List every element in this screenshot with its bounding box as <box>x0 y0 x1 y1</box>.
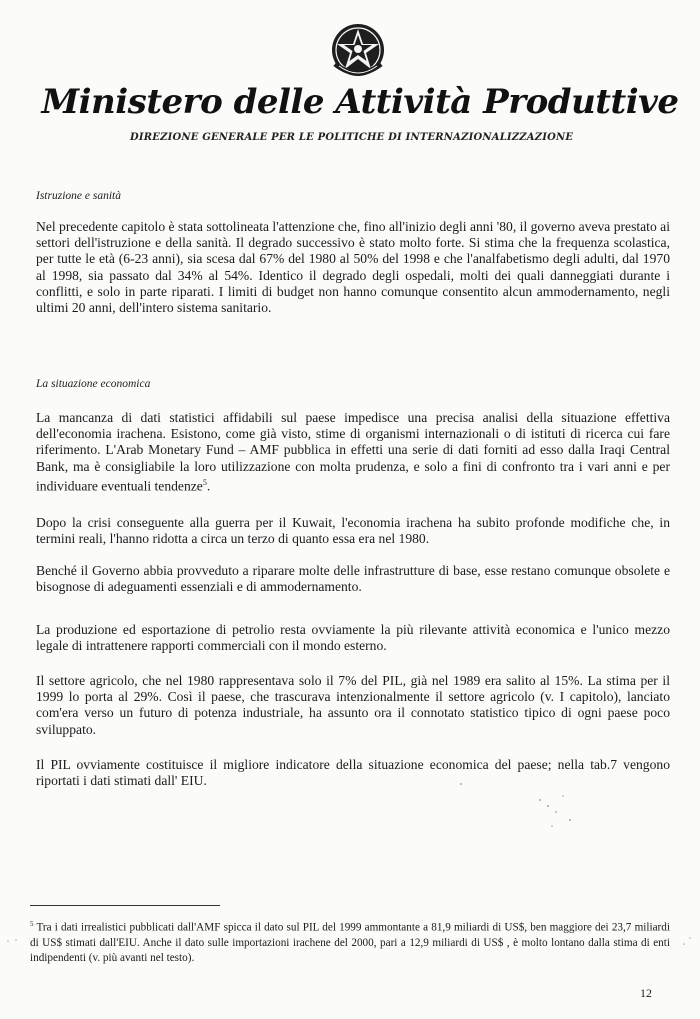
paragraph: La produzione ed esportazione di petrolio resta ovviamente la più rilevante attività economica e l'unico mezzo legale di intrattenere rapporti commerciali con il mondo esterno. <box>36 622 670 654</box>
footnote-text: Tra i dati irrealistici pubblicati dall'AMF spicca il dato sul PIL del 1999 ammontante a 81,9 miliardi di US$, ben maggiore dei 23,7 miliardi di US$ stimati dall'EIU. Anche il dato sulle importazioni irachene del 2000, pari a 12,9 miliardi di US$ , è molto lontano dalla stima di enti indipendenti (v. più avanti nel testo). <box>30 921 670 964</box>
paragraph: Benché il Governo abbia provveduto a riparare molte delle infrastrutture di base, esse restano comunque obsolete e bisognose di adeguamenti essenziali e di ammodernamento. <box>36 563 670 595</box>
footnote-marker: 5 <box>30 920 34 928</box>
paragraph: Il PIL ovviamente costituisce il migliore indicatore della situazione economica del paese; nella tab.7 vengono riportati i dati stimati dall' EIU. <box>36 757 670 789</box>
section-heading-situazione-economica: La situazione economica <box>36 378 151 390</box>
paragraph: La mancanza di dati statistici affidabili sul paese impedisce una precisa analisi della situazione effettiva dell'economia irachena. Esistono, come già visto, stime di organismi internazionali o di istituti di ricerca cui fare riferimento. L'Arab Monetary Fund – AMF pubblica in effetti una serie di dati forniti ad esso dalla Iraqi Central Bank, ma è consigliabile la loro utilizzazione con molta prudenza, e solo a fini di confronto tra i vari anni e per individuare eventuali tendenze$^5$. <box>36 410 670 494</box>
page-number: 12 <box>640 986 652 1000</box>
paragraph-text: La mancanza di dati statistici affidabili sul paese impedisce una precisa analisi della situazione effettiva dell'economia irachena. Esistono, come già visto, stime di organismi internazionali o di istituti di ricerca cui fare riferimento. L'Arab Monetary Fund – AMF pubblica in effetti una serie di dati forniti ad esso dalla Iraqi Central Bank, ma è consigliabile la loro utilizzazione con molta prudenza, e solo a fini di confronto tra i vari anni e per individuare eventuali tendenze <box>36 410 670 494</box>
paragraph: Nel precedente capitolo è stata sottolineata l'attenzione che, fino all'inizio degli anni '80, il governo aveva prestato ai settori dell'istruzione e della sanità. Il degrado successivo è stato molto forte. Si stima che la frequenza scolastica, per tutte le età (6-23 anni), sia scesa dal 67% del 1980 al 50% del 1998 e che l'analfabetismo degli adulti, dal 1970 al 1998, sia passato dal 34% al 54%. Identico il degrado degli ospedali, molti dei quali danneggiati durante i conflitti, e solo in parte riparati. I limiti di budget non hanno comunque consentito alcun ammodernamento, negli ultimi 20 anni, dell'intero sistema sanitario. <box>36 219 670 316</box>
ministry-title: Ministero delle Attività Produttive <box>41 82 679 122</box>
section-heading-istruzione: Istruzione e sanità <box>36 190 121 202</box>
paragraph: Il settore agricolo, che nel 1980 rappresentava solo il 7% del PIL, già nel 1989 era salito al 15%. La stima per il 1999 lo porta al 29%. Così il paese, che trascurava intenzionalmente il settore agricolo (v. I capitolo), lanciato com'era verso un futuro di potenza industriale, ha assunto ora il connotato statistico tipico di ogni paese poco sviluppato. <box>36 673 670 737</box>
paragraph: Dopo la crisi conseguente alla guerra per il Kuwait, l'economia irachena ha subito profonde modifiche che, in termini reali, l'hanno ridotta a circa un terzo di quanto essa era nel 1980. <box>36 515 670 547</box>
footnote-reference: 5 <box>202 477 207 487</box>
ministry-subtitle: DIREZIONE GENERALE PER LE POLITICHE DI INTERNAZIONALIZZAZIONE <box>130 132 574 143</box>
